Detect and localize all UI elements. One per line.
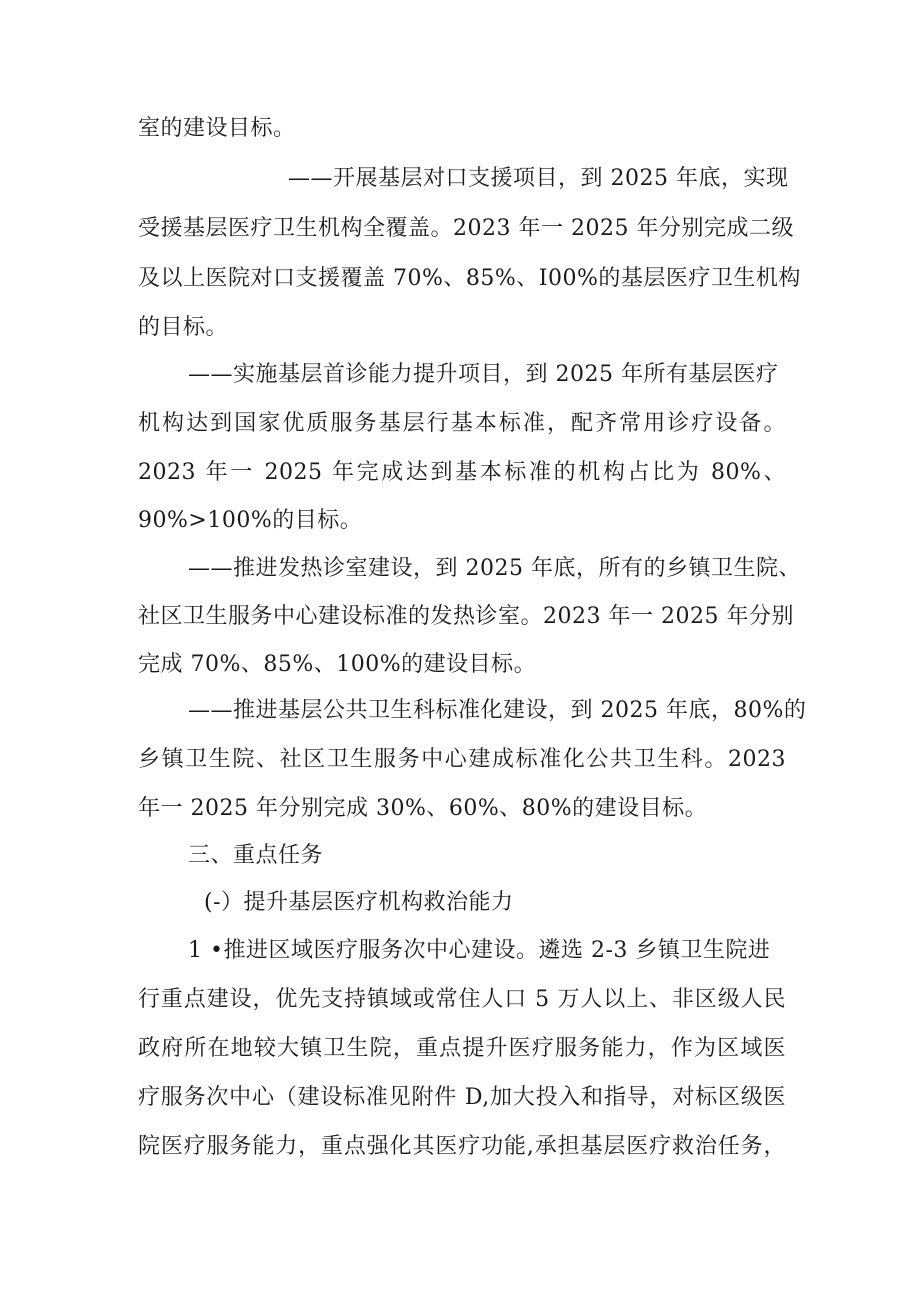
text-line: 受援基层医疗卫生机构全覆盖。2023 年一 2025 年分别完成二级 [138, 216, 794, 241]
text-line: 及以上医院对口支援覆盖 70%、85%、I00%的基层医疗卫生机构 [138, 266, 801, 291]
text-line: 的目标。 [138, 315, 229, 340]
text-line: ——推进发热诊室建设，到 2025 年底，所有的乡镇卫生院、 [188, 556, 801, 581]
text-line: 机构达到国家优质服务基层行基本标准，配齐常用诊疗设备。 [138, 411, 786, 436]
text-line: 1 •推进区域医疗服务次中心建设。遴选 2-3 乡镇卫生院进 [188, 938, 771, 963]
subsection-heading: (-）提升基层医疗机构救治能力 [204, 890, 514, 915]
text-line: ——推进基层公共卫生科标准化建设，到 2025 年底，80%的 [188, 698, 807, 723]
text-line: 年一 2025 年分别完成 30%、60%、80%的建设目标。 [138, 796, 708, 821]
text-line: ——开展基层对口支援项目，到 2025 年底，实现 [288, 166, 789, 191]
text-line: 乡镇卫生院、社区卫生服务中心建成标准化公共卫生科。2023 [138, 747, 786, 772]
text-line: 2023 年一 2025 年完成达到基本标准的机构占比为 80%、 [138, 460, 786, 485]
text-line: 院医疗服务能力，重点强化其医疗功能,承担基层医疗救治任务， [138, 1134, 786, 1159]
text-line: 90%>100%的目标。 [138, 508, 363, 533]
text-line: 社区卫生服务中心建设标准的发热诊室。2023 年一 2025 年分别 [138, 604, 794, 629]
text-line: ——实施基层首诊能力提升项目，到 2025 年所有基层医疗 [188, 362, 779, 387]
text-line: 行重点建设，优先支持镇域或常住人口 5 万人以上、非区级人民 [138, 987, 786, 1012]
text-line: 室的建设目标。 [138, 116, 296, 141]
text-line: 完成 70%、85%、100%的建设目标。 [138, 652, 537, 677]
text-line: 疗服务次中心（建设标准见附件 D,加大投入和指导，对标区级医 [138, 1085, 786, 1110]
section-heading: 三、重点任务 [188, 843, 324, 868]
text-line: 政府所在地较大镇卫生院，重点提升医疗服务能力，作为区域医 [138, 1036, 786, 1061]
